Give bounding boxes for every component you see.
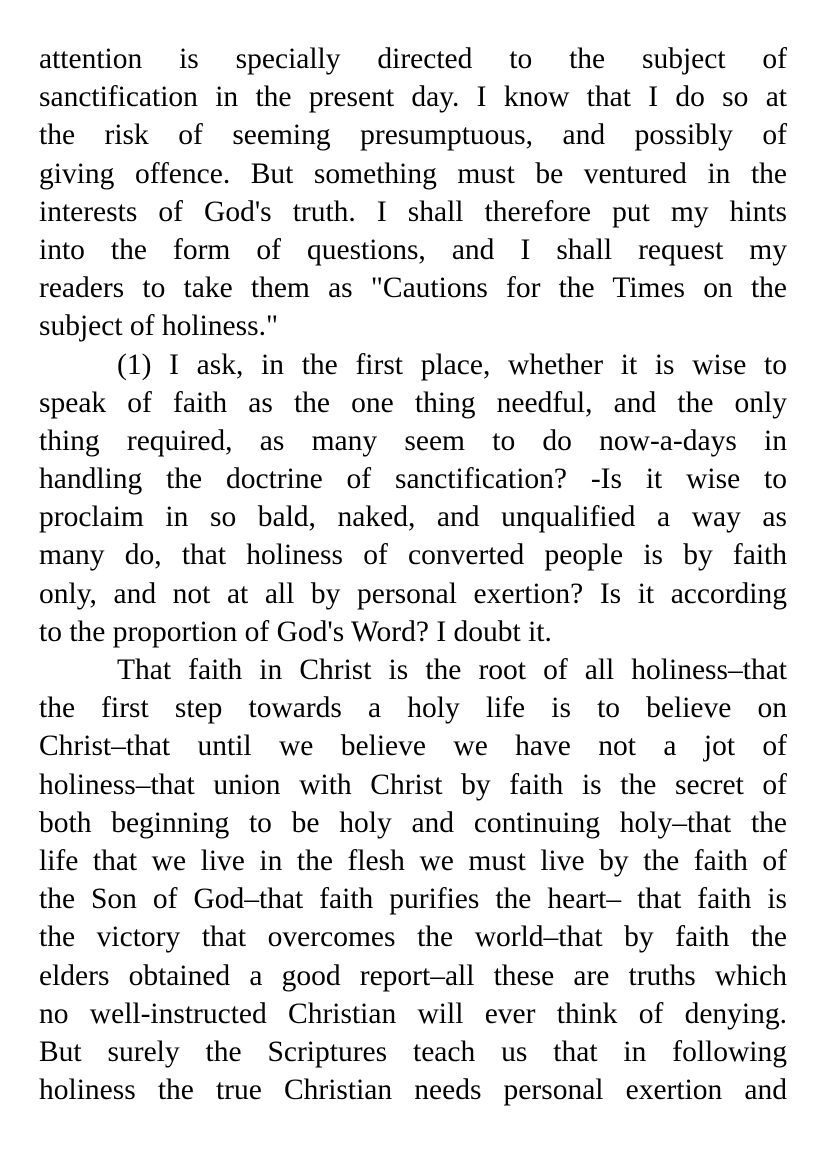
text-line: interests of God's truth. I shall therefore put my hints <box>39 195 787 228</box>
text-line: no well-instructed Christian will ever think of denying. <box>39 997 787 1030</box>
text-line: subject of holiness." <box>39 310 278 343</box>
text-line: thing required, as many seem to do now-a-days in <box>39 424 787 457</box>
text-line: readers to take them as "Cautions for the Times on the <box>39 272 787 305</box>
text-line: both beginning to be holy and continuing holy–that the <box>39 806 787 839</box>
text-line: to the proportion of God's Word? I doubt it. <box>39 615 552 648</box>
text-line: handling the doctrine of sanctification? -Is it wise to <box>39 463 787 496</box>
text-line: the victory that overcomes the world–that by faith the <box>39 921 787 954</box>
text-line: the Son of God–that faith purifies the heart– that faith is <box>39 883 787 916</box>
text-line: elders obtained a good report–all these are truths which <box>39 959 787 992</box>
text-line: (1) I ask, in the first place, whether it is wise to <box>117 348 787 381</box>
text-line: many do, that holiness of converted people is by faith <box>39 539 787 572</box>
text-line: holiness the true Christian needs personal exertion and <box>39 1074 787 1107</box>
text-line: the first step towards a holy life is to believe on <box>39 692 787 725</box>
text-line: attention is specially directed to the subject of <box>39 43 787 75</box>
text-line: But surely the Scriptures teach us that in following <box>39 1035 787 1068</box>
text-line: Christ–that until we believe we have not a jot of <box>39 730 787 763</box>
text-line: only, and not at all by personal exertion? Is it according <box>39 577 787 610</box>
text-line: giving offence. But something must be ventured in the <box>39 157 787 190</box>
text-line: speak of faith as the one thing needful, and the only <box>39 386 787 419</box>
text-line: life that we live in the flesh we must live by the faith of <box>39 844 787 877</box>
text-line: sanctification in the present day. I know that I do so at <box>39 81 787 114</box>
body-text <box>39 40 787 1109</box>
text-line: proclaim in so bald, naked, and unqualified a way as <box>39 501 787 534</box>
text-line: the risk of seeming presumptuous, and possibly of <box>39 119 787 152</box>
text-line: holiness–that union with Christ by faith is the secret of <box>39 768 787 801</box>
text-line: into the form of questions, and I shall request my <box>39 233 787 266</box>
text-line: That faith in Christ is the root of all holiness–that <box>117 654 787 686</box>
